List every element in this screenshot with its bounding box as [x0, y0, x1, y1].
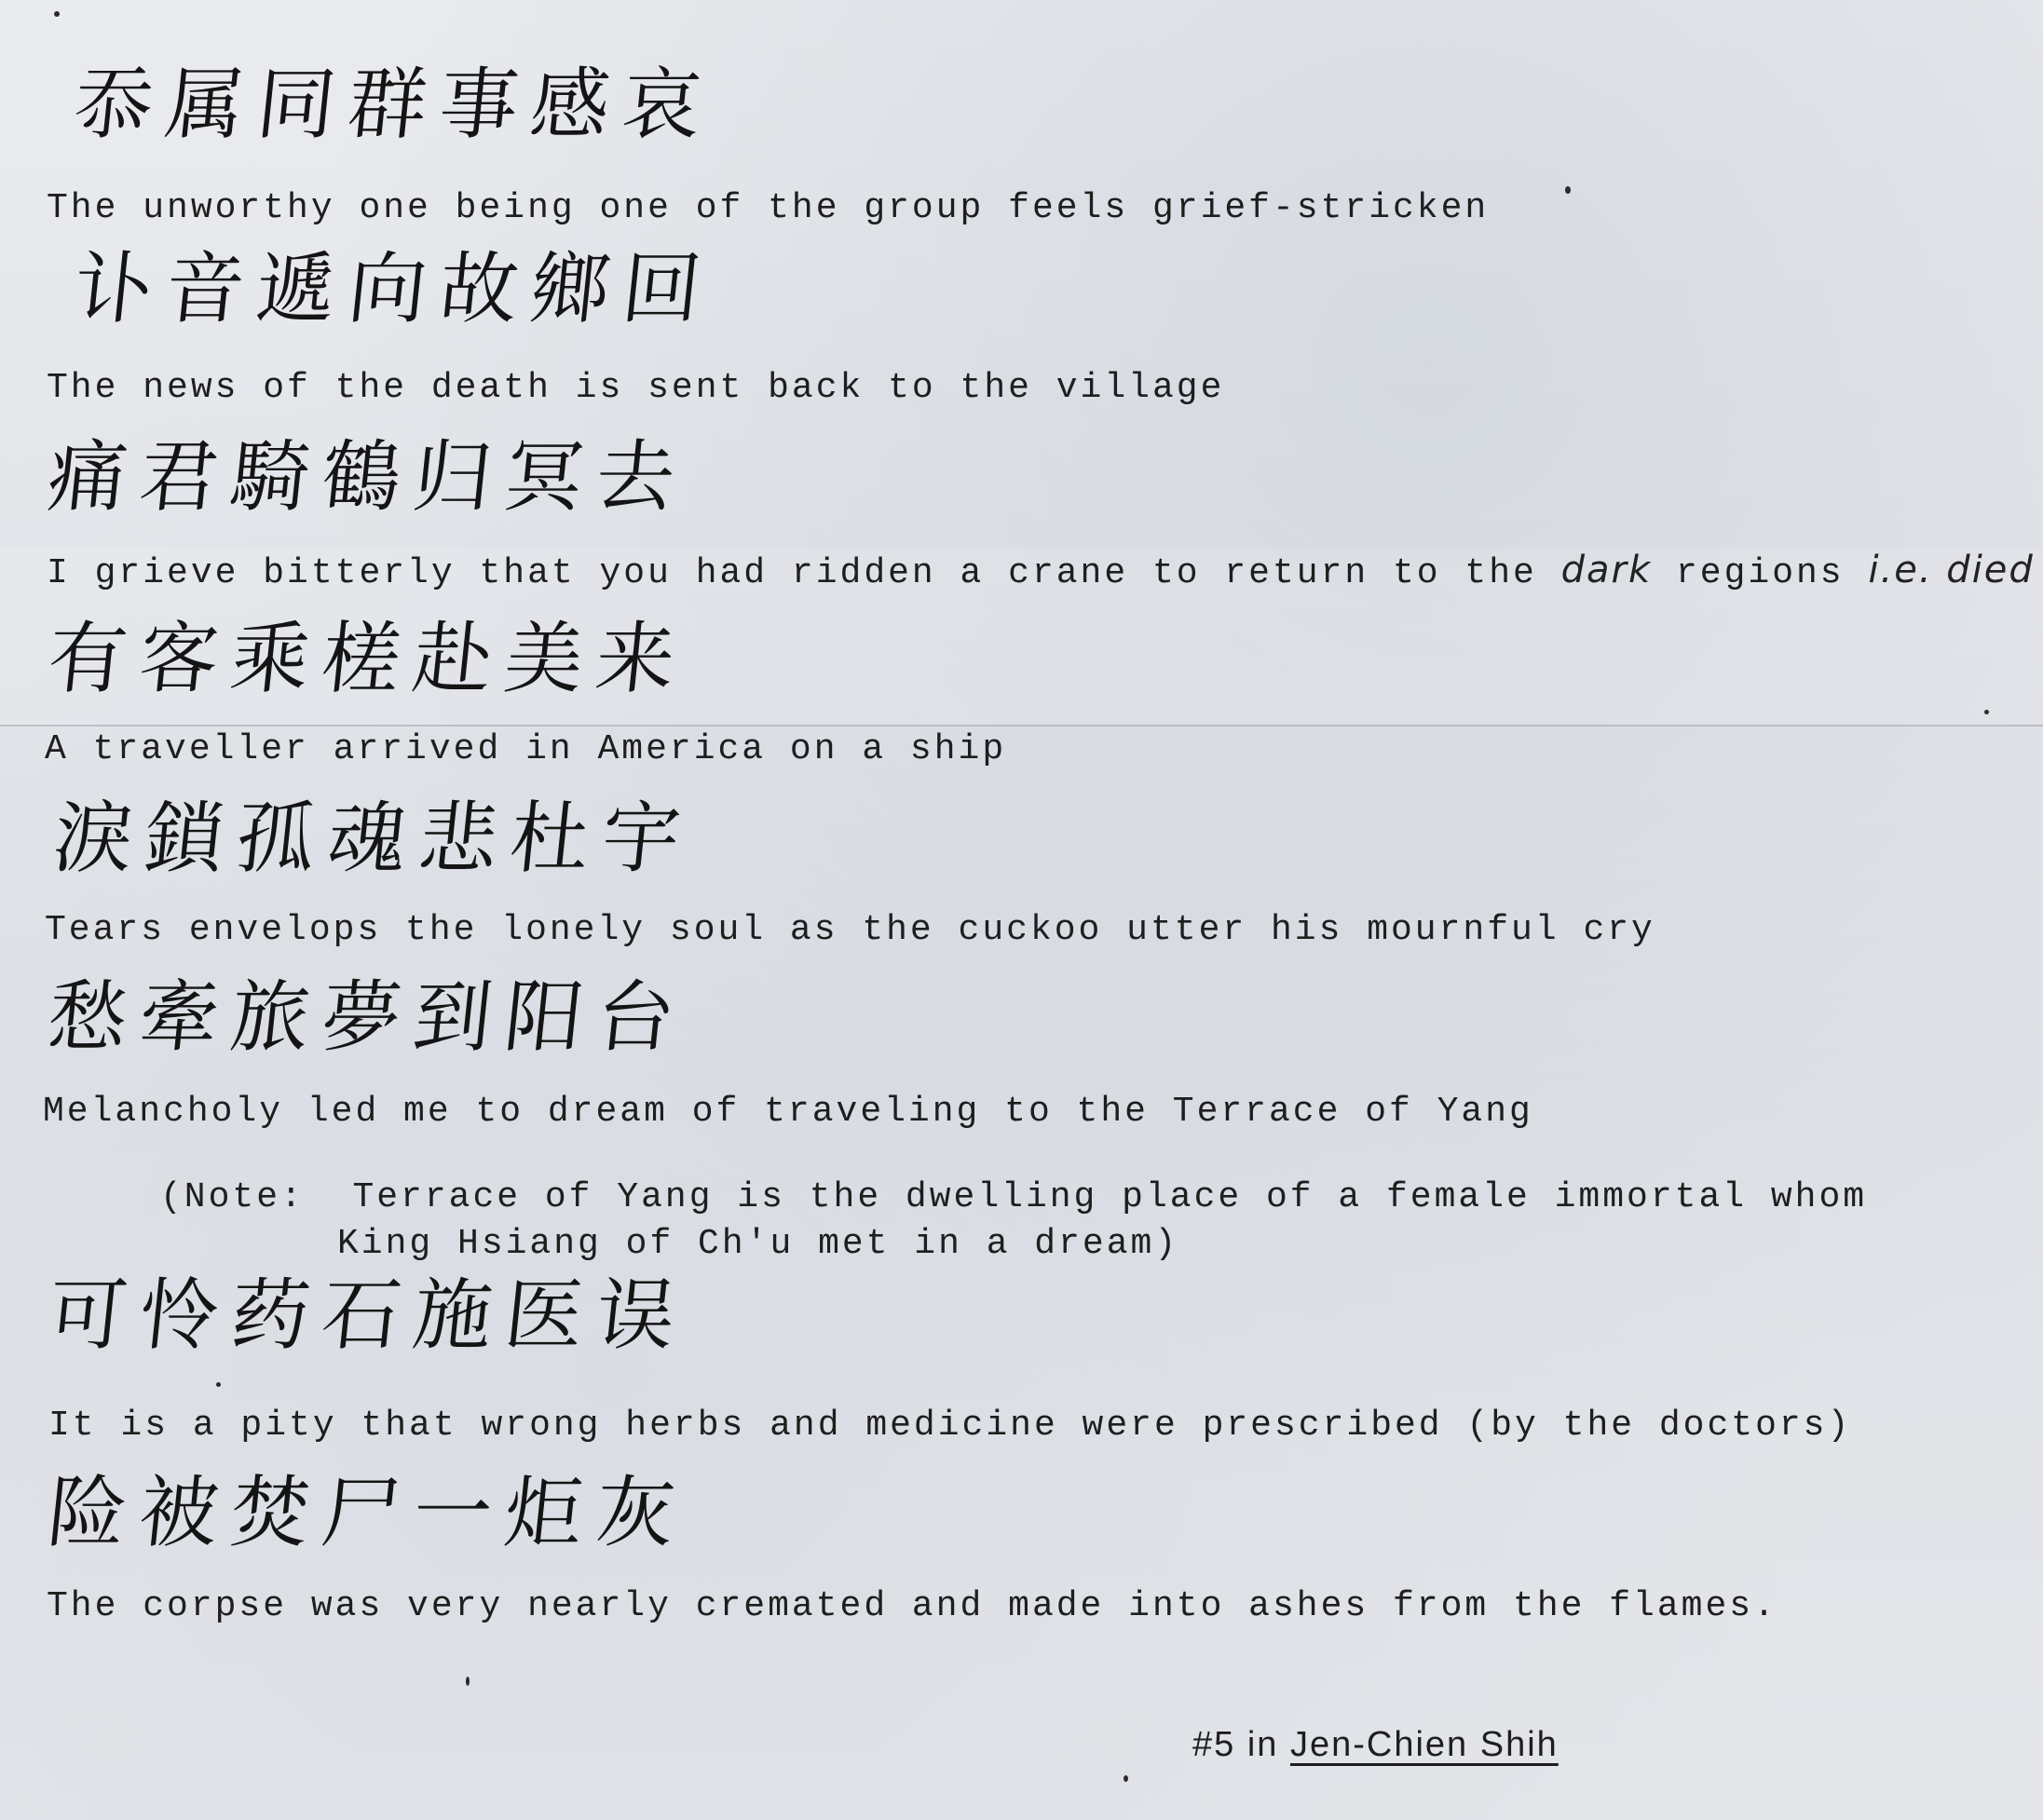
handwritten-note-died: i.e. died	[1868, 549, 2035, 591]
english-line-8: The corpse was very nearly cremated and made into ashes from the flames.	[47, 1586, 1777, 1626]
handwritten-dark: dark	[1560, 549, 1653, 591]
chinese-line-7: 可怜药石施医误	[43, 1270, 693, 1361]
ink-speck	[1124, 1775, 1128, 1782]
chinese-line-8: 险被焚尸一炬灰	[43, 1467, 693, 1558]
english-line-4: A traveller arrived in America on a ship	[45, 729, 1007, 769]
note-line-2: King Hsiang of Ch'u met in a dream)	[337, 1224, 1179, 1264]
chinese-line-4: 有客乘槎赴美来	[43, 613, 693, 704]
note-label: (Note:	[160, 1177, 305, 1217]
ink-speck	[216, 1382, 221, 1387]
ink-speck	[1984, 710, 1989, 714]
english-line-3-part-2: regions	[1675, 553, 1845, 593]
ink-speck	[1565, 186, 1571, 194]
note-line-1: Terrace of Yang is the dwelling place of a female immortal whom	[352, 1177, 1868, 1217]
chinese-line-5: 淚鎖孤魂悲杜宇	[48, 793, 699, 884]
note-block	[160, 1175, 1867, 1220]
english-line-1: The unworthy one being one of the group feels grief-stricken	[47, 188, 1490, 228]
citation-number: #5 in	[1192, 1725, 1279, 1764]
chinese-line-3: 痛君騎鶴归冥去	[43, 431, 693, 523]
chinese-line-1: 忝属同群事感哀	[69, 59, 719, 150]
english-line-2: The news of the death is sent back to the village	[47, 368, 1225, 408]
chinese-line-6: 愁牽旅夢到阳台	[43, 971, 693, 1063]
citation-title: Jen-Chien Shih	[1289, 1725, 1559, 1764]
ink-speck	[466, 1677, 470, 1686]
ink-speck	[54, 11, 60, 17]
english-line-3-part-1: I grieve bitterly that you had ridden a crane to return to the	[47, 553, 1537, 593]
english-line-6: Melancholy led me to dream of traveling to the Terrace of Yang	[43, 1092, 1533, 1132]
source-citation	[1192, 1725, 1559, 1765]
english-line-5: Tears envelops the lonely soul as the cuckoo utter his mournful cry	[45, 910, 1655, 950]
english-line-7: It is a pity that wrong herbs and medicine were prescribed (by the doctors)	[48, 1406, 1852, 1446]
chinese-line-2: 讣音遞向故鄉回	[69, 243, 719, 334]
english-line-3	[47, 551, 2035, 591]
